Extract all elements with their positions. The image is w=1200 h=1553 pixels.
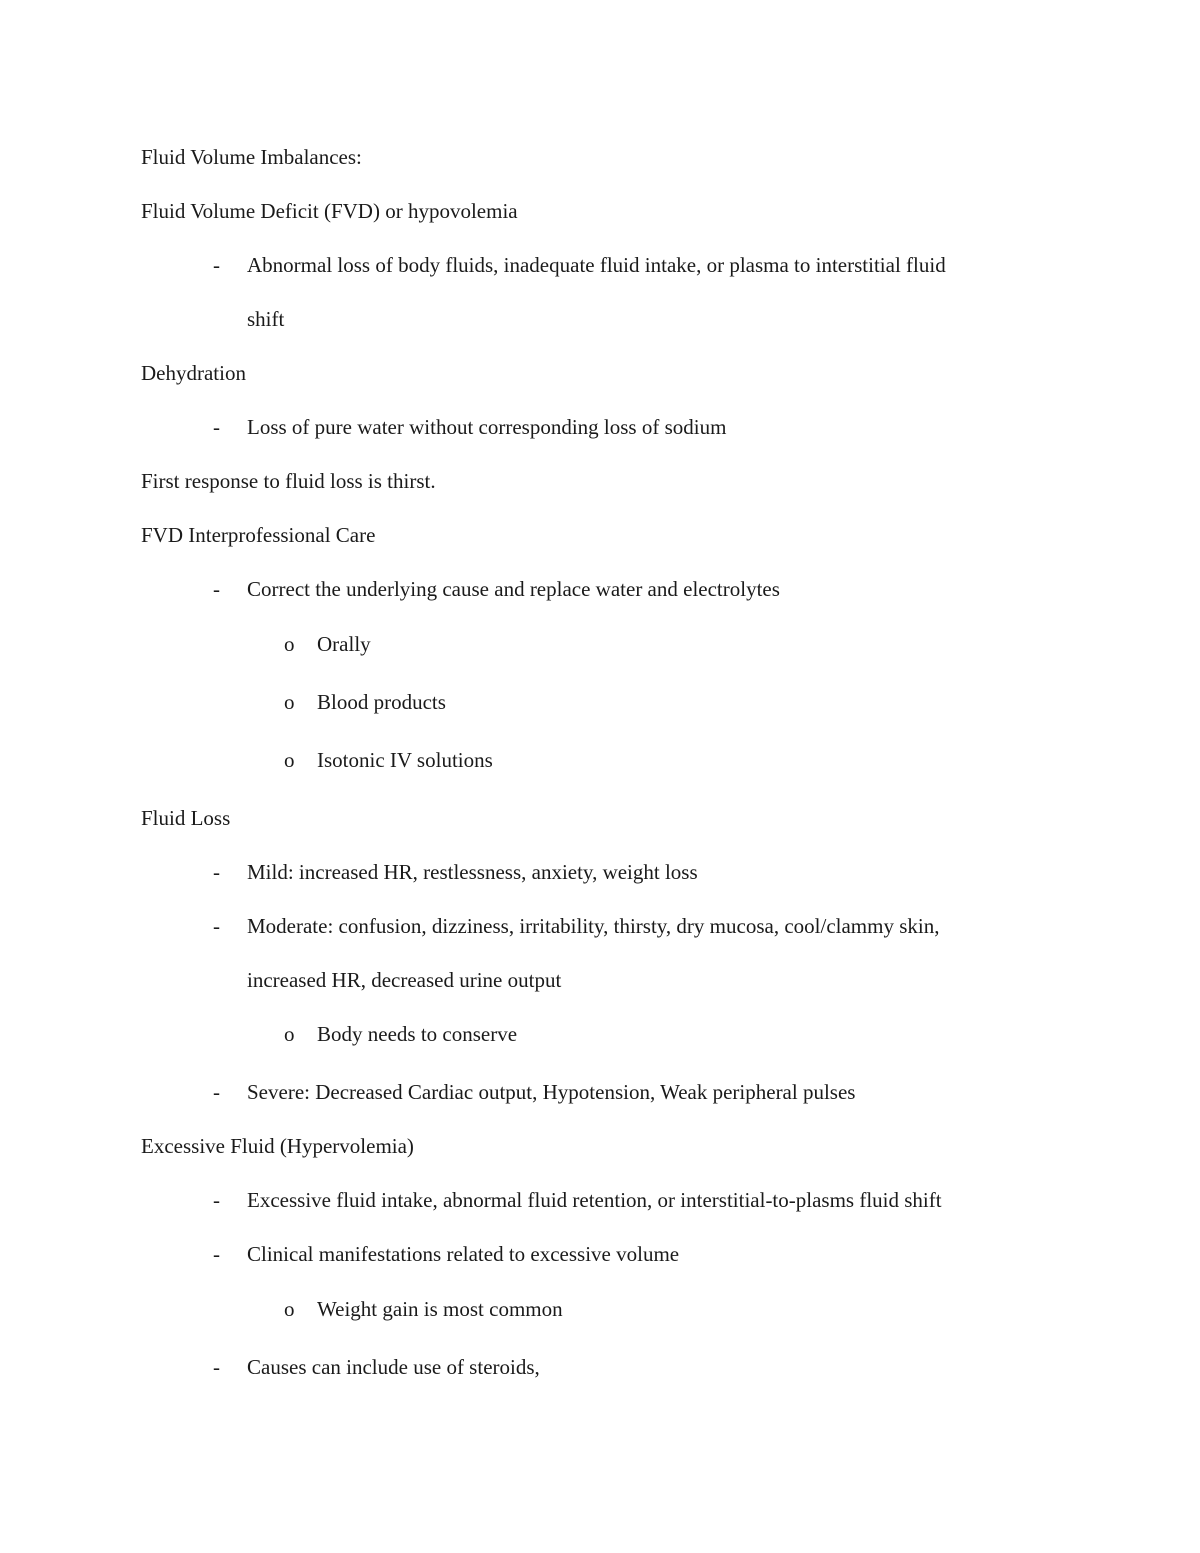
dash-bullet-marker: - (213, 1355, 220, 1379)
list-item-text: Correct the underlying cause and replace water and electrolytes (247, 577, 780, 601)
list-item-text: shift (247, 307, 285, 331)
sub-list-item-text: Blood products (317, 690, 446, 714)
sub-list-item-text: Weight gain is most common (317, 1297, 563, 1321)
dash-bullet-marker: - (213, 253, 220, 277)
dash-bullet-marker: - (213, 1242, 220, 1266)
list-item-text: Severe: Decreased Cardiac output, Hypotension, Weak peripheral pulses (247, 1080, 856, 1104)
list-item-text: Causes can include use of steroids, (247, 1355, 540, 1379)
dash-bullet-marker: - (213, 1188, 220, 1212)
section-heading: Fluid Volume Imbalances: (141, 145, 362, 169)
sub-list-item-text: Isotonic IV solutions (317, 748, 493, 772)
list-item-text: increased HR, decreased urine output (247, 968, 562, 992)
sub-bullet-marker: o (284, 632, 295, 656)
dash-bullet-marker: - (213, 914, 220, 938)
section-heading: FVD Interprofessional Care (141, 523, 376, 547)
dash-bullet-marker: - (213, 577, 220, 601)
section-heading: Excessive Fluid (Hypervolemia) (141, 1134, 414, 1158)
sub-list-item-text: Orally (317, 632, 371, 656)
sub-bullet-marker: o (284, 748, 295, 772)
sub-bullet-marker: o (284, 1022, 295, 1046)
list-item-text: Abnormal loss of body fluids, inadequate fluid intake, or plasma to interstitial fluid (247, 253, 946, 277)
section-heading: Fluid Loss (141, 806, 231, 830)
list-item-text: Clinical manifestations related to excessive volume (247, 1242, 680, 1266)
section-heading: First response to fluid loss is thirst. (141, 469, 436, 493)
dash-bullet-marker: - (213, 415, 220, 439)
dash-bullet-marker: - (213, 1080, 220, 1104)
dash-bullet-marker: - (213, 860, 220, 884)
sub-bullet-marker: o (284, 690, 295, 714)
list-item-text: Moderate: confusion, dizziness, irritability, thirsty, dry mucosa, cool/clammy skin, (247, 914, 940, 938)
list-item-text: Excessive fluid intake, abnormal fluid retention, or interstitial-to-plasms fluid shift (247, 1188, 942, 1212)
section-heading: Dehydration (141, 361, 246, 385)
sub-bullet-marker: o (284, 1297, 295, 1321)
list-item-text: Loss of pure water without corresponding loss of sodium (247, 415, 727, 439)
sub-list-item-text: Body needs to conserve (317, 1022, 518, 1046)
list-item-text: Mild: increased HR, restlessness, anxiety, weight loss (247, 860, 698, 884)
section-heading: Fluid Volume Deficit (FVD) or hypovolemia (141, 199, 518, 223)
